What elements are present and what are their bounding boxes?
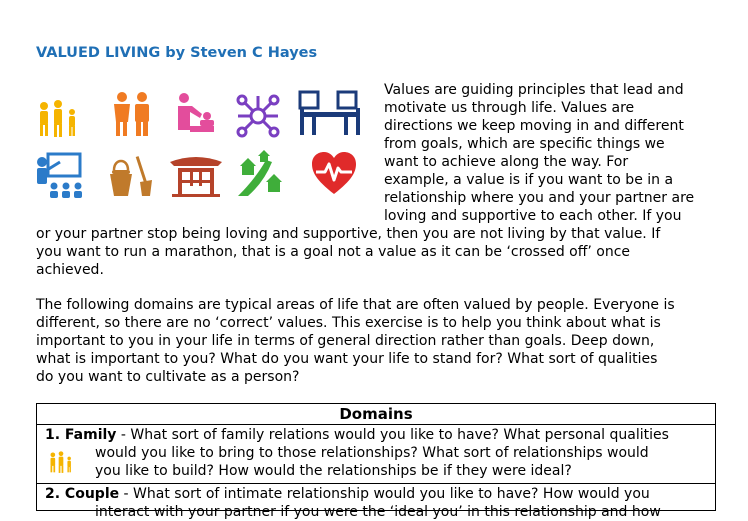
- network-icon: [234, 92, 282, 140]
- icon-grid: [34, 90, 364, 210]
- domains-header: Domains: [37, 404, 715, 425]
- community-icon: [236, 150, 284, 198]
- couple-icon: [108, 90, 156, 138]
- meeting-icon: [298, 90, 362, 138]
- domain-row-couple: 2. Couple - What sort of intimate relationship would you like to have? How would you interact with your partner if you were the ‘ideal you’ in this relationship and how: [45, 486, 661, 520]
- intro-continued-text: or your partner stop being loving and supportive, then you are not living by that value. If you want to run a marathon, that is a goal not a value as it can be ‘crossed off’ once achieved.: [36, 226, 661, 278]
- domain-row-family: 1. Family - What sort of family relations would you like to have? What personal qualities would you like to bring to those relationships? What sort of relationships would you like to build? How would the relationships be if they were ideal?: [37, 425, 715, 484]
- domains-table: [36, 403, 716, 520]
- page-title: VALUED LIVING by Steven C Hayes: [36, 45, 318, 61]
- domain-title: 1. Family: [45, 427, 117, 443]
- domain-title: 2. Couple: [45, 486, 120, 502]
- domain-question: - What sort of family relations would you like to have? What personal qualities: [116, 427, 669, 443]
- domains-intro-paragraph: The following domains are typical areas of life that are often valued by people. Everyone is different, so there are no ‘correct’ values. This exercise is to help you think about what is important to you in your life in terms of general direction rather than goals. Deep down, what is important to you? What do you want your life to stand for? What sort of qualities do you want to cultivate as a person?: [36, 297, 675, 385]
- sandcastle-icon: [106, 152, 154, 200]
- parenting-icon: [172, 90, 220, 138]
- temple-icon: [168, 150, 224, 198]
- teacher-icon: [34, 152, 82, 200]
- intro-right-text: Values are guiding principles that lead and motivate us through life. Values are directions we keep moving in and different from goals, which are specific things we want to achieve along the way. For example, a value is if you want to be in a relationship where you and your partner are loving and supportive to each other. If you: [384, 82, 695, 224]
- heart-pulse-icon: [310, 150, 358, 198]
- family-icon: [34, 96, 82, 144]
- domain-question: - What sort of intimate relationship would you like to have? How would you: [119, 486, 650, 502]
- family-icon: [45, 449, 77, 477]
